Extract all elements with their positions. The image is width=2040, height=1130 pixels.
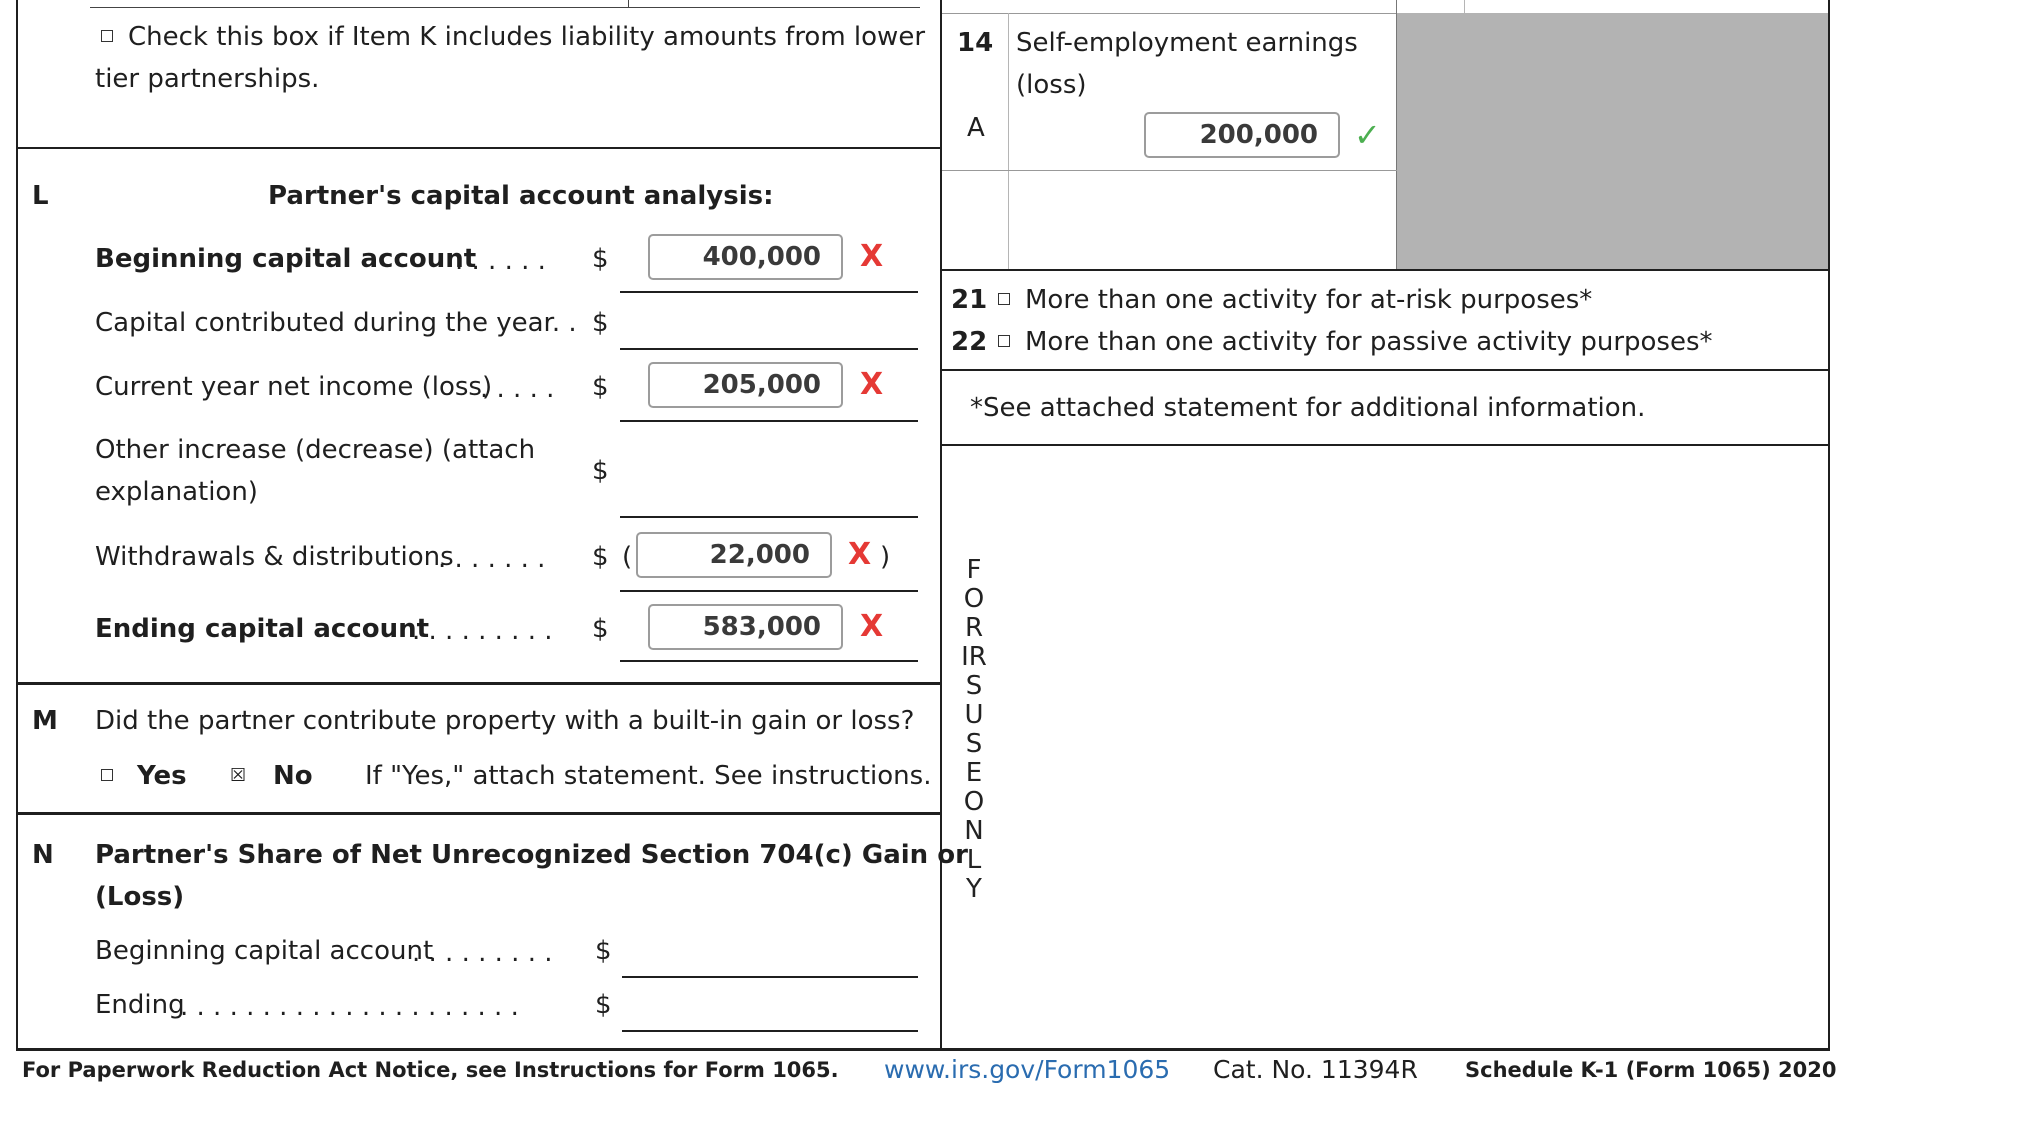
capital-contributed-field[interactable] — [620, 348, 918, 350]
withdrawals-label: Withdrawals & distributions — [95, 542, 454, 572]
beginning-capital-dollar: $ — [592, 244, 609, 274]
other-increase-field[interactable] — [620, 516, 918, 518]
capital-contributed-dollar: $ — [592, 308, 609, 338]
footer-schedule-title: Schedule K-1 (Form 1065) 2020 — [1465, 1058, 1837, 1082]
section-m-question: Did the partner contribute property with a built-in gain or loss? — [95, 706, 915, 736]
top-right-tick — [1464, 0, 1465, 13]
footer-irs-link[interactable]: www.irs.gov/Form1065 — [884, 1055, 1171, 1084]
section-n-beginning-label: Beginning capital account — [95, 936, 434, 966]
beginning-capital-error-icon: X — [860, 239, 884, 274]
line14-label-line2: (loss) — [1016, 70, 1087, 100]
top-rule-tick — [628, 0, 629, 8]
footer-paperwork-notice: For Paperwork Reduction Act Notice, see Instructions for Form 1065. — [22, 1058, 839, 1082]
line21-top-border — [940, 269, 1830, 271]
current-year-income-dollar: $ — [592, 372, 609, 402]
ending-capital-dollar: $ — [592, 614, 609, 644]
section-n-ending-dollar: $ — [595, 990, 612, 1020]
top-rule-left — [90, 7, 920, 8]
withdrawals-close-paren: ) — [880, 542, 891, 572]
line14-code: A — [967, 113, 985, 143]
line21-number: 21 — [951, 285, 988, 315]
withdrawals-open-paren: ( — [622, 542, 633, 572]
line14-amount-input[interactable]: 200,000 — [1144, 112, 1340, 158]
capital-contributed-label: Capital contributed during the year. . — [95, 308, 577, 338]
ending-capital-label: Ending capital account — [95, 614, 430, 644]
current-year-income-underline — [620, 420, 918, 422]
line22-number: 22 — [951, 327, 988, 357]
form-bottom-border — [16, 1048, 1830, 1051]
ending-capital-underline — [620, 660, 918, 662]
current-year-income-input[interactable]: 205,000 — [648, 362, 843, 408]
line14-label-line1: Self-employment earnings — [1016, 28, 1358, 58]
withdrawals-error-icon: X — [848, 537, 872, 572]
line22-label: More than one activity for passive activity purposes* — [1025, 327, 1713, 357]
section-m-yes-checkbox[interactable] — [101, 769, 113, 781]
section-m-yes-label: Yes — [137, 761, 187, 791]
section-n-letter: N — [32, 840, 54, 870]
section-n-ending-label: Ending — [95, 990, 185, 1020]
line21-checkbox[interactable] — [998, 293, 1010, 305]
section-l-title: Partner's capital account analysis: — [268, 181, 774, 211]
section-n-beginning-dots: . . . . . . . . . — [412, 938, 553, 968]
irs-use-top-border — [940, 444, 1830, 446]
item-k-label-line2: tier partnerships. — [95, 64, 320, 94]
line14-code-divider — [1008, 13, 1009, 270]
statement-top-border — [940, 369, 1830, 371]
item-k-label-line1: Check this box if Item K includes liability amounts from lower — [128, 22, 926, 52]
current-year-income-error-icon: X — [860, 367, 884, 402]
other-increase-label-line1: Other increase (decrease) (attach — [95, 435, 536, 465]
ending-capital-error-icon: X — [860, 609, 884, 644]
line14-row-divider — [942, 170, 1397, 171]
ending-capital-dots: . . . . . . . . . — [412, 616, 553, 646]
section-n-top-border — [16, 812, 942, 815]
line14-number: 14 — [957, 28, 994, 58]
section-n-beginning-field[interactable] — [622, 976, 918, 978]
beginning-capital-dots: . . . . . . — [455, 246, 546, 276]
section-m-note: If "Yes," attach statement. See instructions. — [365, 761, 932, 791]
section-n-ending-dots: . . . . . . . . . . . . . . . . . . . . . — [180, 992, 519, 1022]
other-increase-dollar: $ — [592, 456, 609, 486]
section-m-no-label: No — [273, 761, 313, 791]
beginning-capital-label: Beginning capital account — [95, 244, 477, 274]
other-increase-label-line2: explanation) — [95, 477, 258, 507]
section-m-top-border — [16, 682, 942, 685]
current-year-income-label: Current year net income (loss) — [95, 372, 493, 402]
withdrawals-dollar: $ — [592, 542, 609, 572]
section-n-title-line1: Partner's Share of Net Unrecognized Section 704(c) Gain or — [95, 840, 968, 870]
withdrawals-dots: . . . . . . . — [438, 544, 546, 574]
line14-valid-check-icon: ✓ — [1354, 116, 1381, 154]
section-n-ending-field[interactable] — [622, 1030, 918, 1032]
current-year-income-dots: . . . . . — [480, 374, 555, 404]
section-m-no-checkbox[interactable]: ☒ — [230, 765, 247, 786]
footer-cat-no: Cat. No. 11394R — [1213, 1055, 1418, 1084]
line21-label: More than one activity for at-risk purposes* — [1025, 285, 1593, 315]
beginning-capital-input[interactable]: 400,000 — [648, 234, 843, 280]
line14-shaded-box — [1397, 13, 1828, 270]
withdrawals-input[interactable]: 22,000 — [636, 532, 832, 578]
form-left-border — [16, 0, 18, 1050]
section-n-beginning-dollar: $ — [595, 936, 612, 966]
section-l-letter: L — [32, 181, 49, 211]
ending-capital-input[interactable]: 583,000 — [648, 604, 843, 650]
section-n-title-line2: (Loss) — [95, 882, 185, 912]
section-m-letter: M — [32, 706, 58, 736]
beginning-capital-underline — [620, 291, 918, 293]
irs-use-only-vertical: FOR IRS USE ONLY — [961, 555, 987, 904]
form-right-border — [1828, 0, 1830, 1050]
form-middle-divider — [940, 0, 942, 1050]
line22-checkbox[interactable] — [998, 335, 1010, 347]
section-l-top-border — [16, 147, 942, 149]
attached-statement-note: *See attached statement for additional information. — [970, 393, 1646, 423]
line14-top-rule — [942, 13, 1398, 14]
item-k-checkbox[interactable] — [101, 30, 113, 42]
withdrawals-underline — [620, 590, 918, 592]
